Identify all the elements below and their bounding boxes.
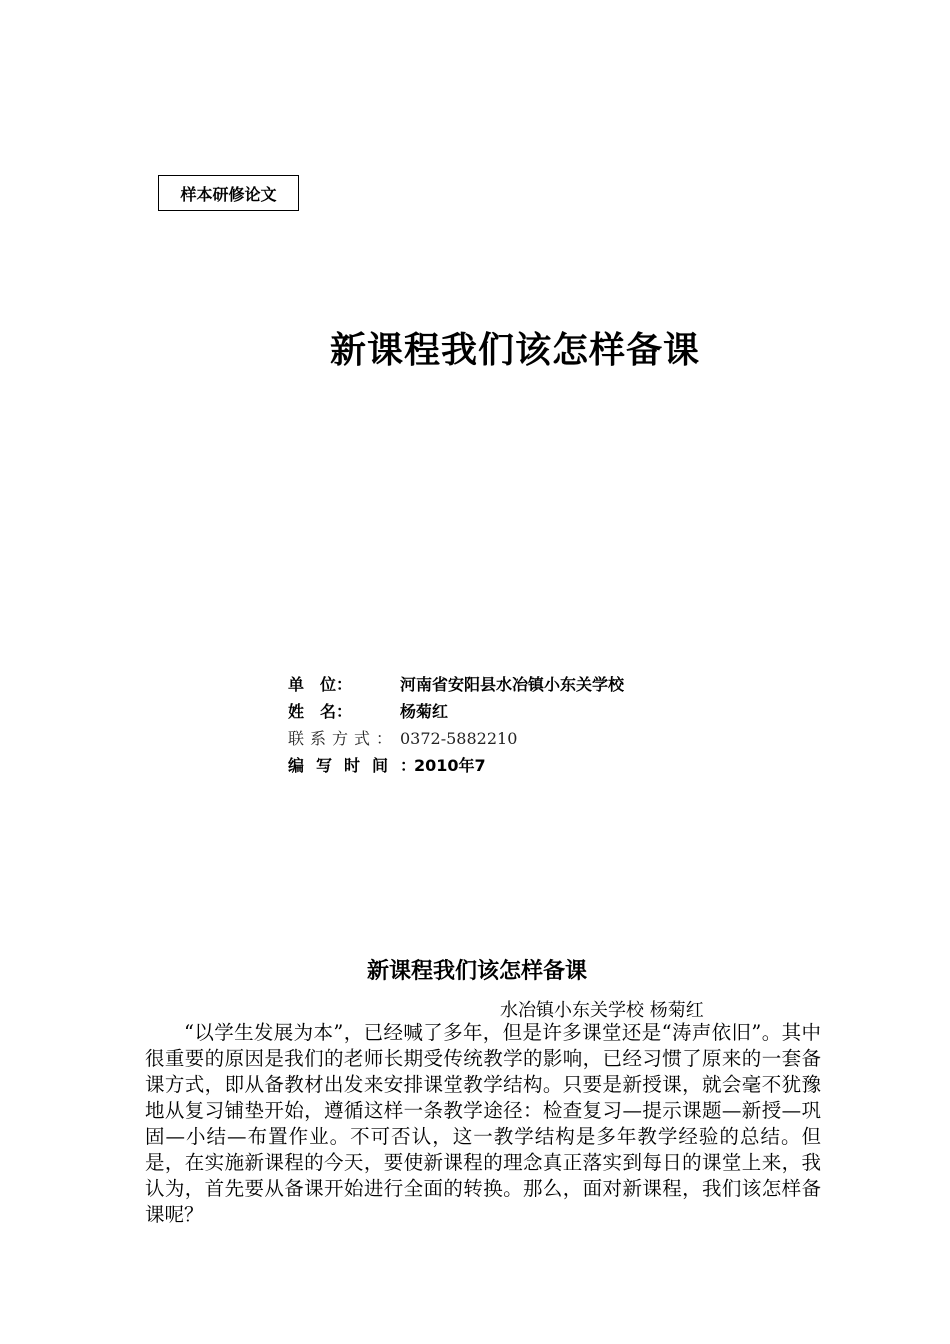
document-tag-box: [158, 175, 299, 211]
cover-title: 新课程我们该怎样备课: [329, 330, 700, 371]
unit-label: 单 位：: [288, 675, 353, 694]
info-row-name: [288, 698, 624, 725]
unit-value: 河南省安阳县水冶镇小东关学校: [400, 675, 625, 694]
date-value: 2010年7: [414, 756, 486, 775]
article-byline: 水冶镇小东关学校 杨菊红: [500, 1000, 704, 1021]
article-title: 新课程我们该怎样备课: [366, 959, 587, 984]
contact-label: 联系方式：: [288, 729, 399, 748]
article-paragraph: “以学生发展为本”，已经喊了多年，但是许多课堂还是“涛声依旧”。其中很重要的原因是我们的老师长期受传统教学的影响，已经习惯了原来的一套备课方式，即从备教材出发来安排课堂教学结构。只要是新授课，就会毫不犹豫地从复习铺垫开始，遵循这样一条教学途径：检查复习—提示课题—新授—巩固—小结—布置作业。不可否认，这一教学结构是多年教学经验的总结。但是，在实施新课程的今天，要使新课程的理念真正落实到每日的课堂上来，我认为，首先要从备课开始进行全面的转换。那么，面对新课程，我们该怎样备课呢？: [145, 1021, 821, 1226]
name-value: 杨菊红: [400, 702, 449, 721]
info-row-unit: [288, 671, 624, 698]
name-label: 姓 名：: [288, 702, 353, 721]
info-row-date: [288, 752, 624, 779]
document-tag-text: 样本研修论文: [180, 184, 277, 204]
date-label: 编写时间：: [288, 756, 429, 775]
author-info-block: [288, 671, 624, 779]
contact-value: 0372-5882210: [400, 729, 518, 748]
info-row-contact: [288, 725, 624, 752]
